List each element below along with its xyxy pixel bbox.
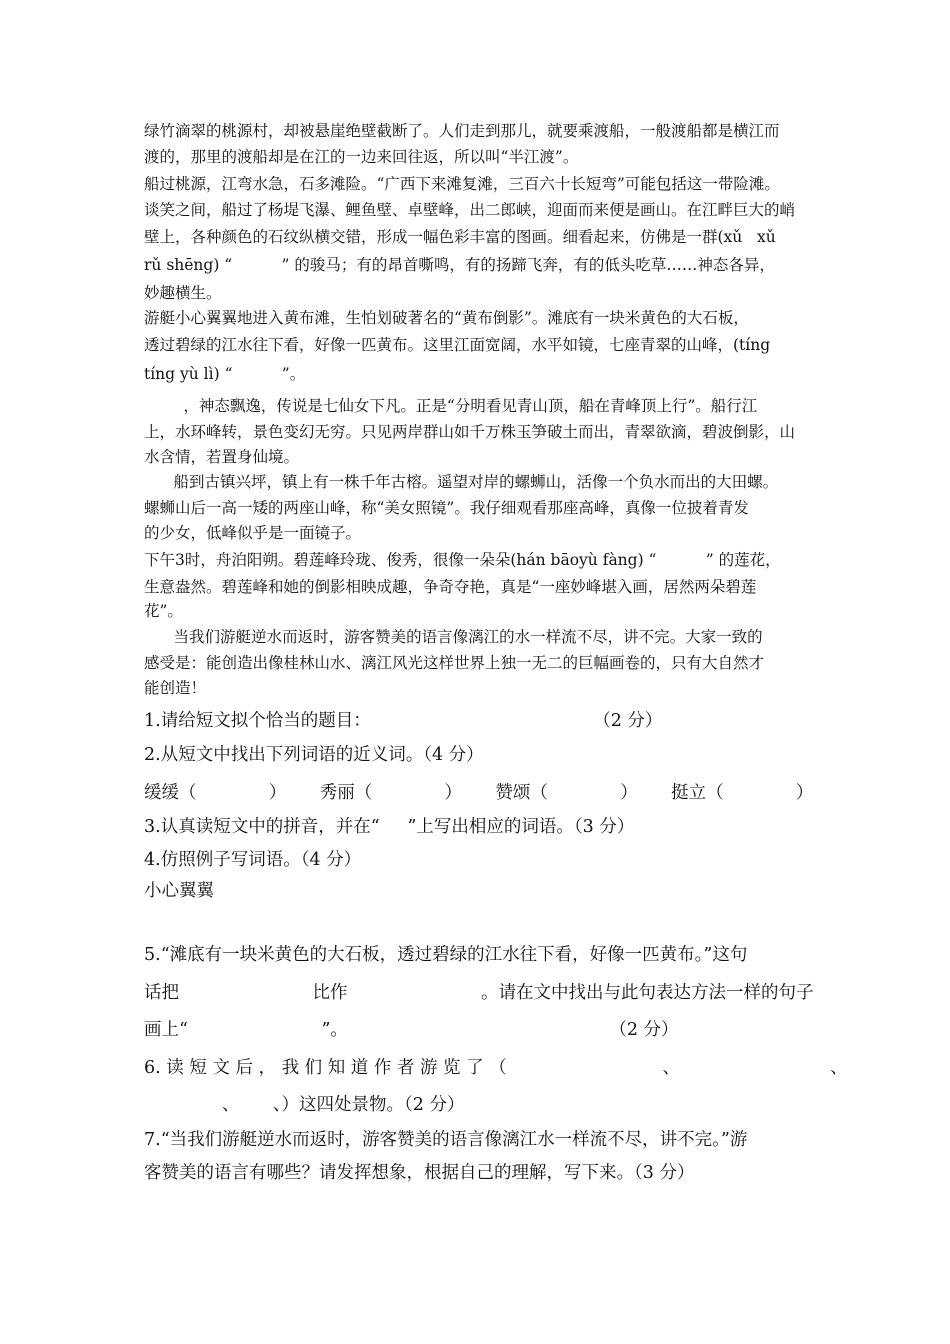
- question-5: 5.“滩底有一块米黄色的大石板，透过碧绿的江水往下看，好像一匹黄布。”这句: [144, 945, 748, 965]
- question-4-example: 小心翼翼: [144, 881, 214, 901]
- question-2-words: 缓缓（ ） 秀丽（ ） 赞颂（ ） 挺立（ ）: [144, 783, 814, 803]
- passage-line: 生意盎然。碧莲峰和她的倒影相映成趣，争奇夺艳，真是“一座妙峰堪入画，居然两朵碧莲: [144, 578, 757, 596]
- passage-line: 上，水环峰转，景色变幻无穷。只见两岸群山如千万株玉笋破土而出，青翠欲滴，碧波倒影，山: [144, 423, 796, 441]
- passage-line: 船过桃源，江弯水急，石多滩险。“广西下来滩复滩，三百六十长短弯”可能包括这一带险滩。: [144, 175, 780, 193]
- question-4: 4.仿照例子写词语。（4 分）: [144, 850, 362, 870]
- passage-line: 船到古镇兴坪，镇上有一株千年古榕。遥望对岸的螺蛳山，活像一个负水而出的大田螺。: [144, 473, 779, 491]
- passage-line: 能创造！: [144, 679, 207, 697]
- question-1: 1.请给短文拟个恰当的题目： （2 分）: [144, 711, 663, 731]
- passage-line: ，神态飘逸，传说是七仙女下凡。正是“分明看见青山顶，船在青峰顶上行”。船行江: [144, 397, 758, 415]
- passage-line: 透过碧绿的江水往下看，好像一匹黄布。这里江面宽阔，水平如镜，七座青翠的山峰，(tíng: [144, 336, 771, 354]
- passage-line: 当我们游艇逆水而返时，游客赞美的语言像漓江的水一样流不尽，讲不完。大家一致的: [144, 628, 763, 646]
- passage-line: 绿竹滴翠的桃源村，却被悬崖绝壁截断了。人们走到那儿，就要乘渡船，一般渡船都是横江而: [144, 122, 780, 140]
- passage-line: 壁上，各种颜色的石纹纵横交错，形成一幅色彩丰富的图画。细看起来，仿佛是一群(xǔ xǔ: [144, 228, 776, 246]
- question-5-line3: 画上“ ”。 （2 分）: [144, 1020, 679, 1040]
- passage-line: 的少女，低峰似乎是一面镜子。: [144, 524, 362, 542]
- question-6: 6. 读 短 文 后 ， 我 们 知 道 作 者 游 览 了 （ 、 、: [144, 1058, 848, 1078]
- passage-line: 下午3时，舟泊阳朔。碧莲峰玲珑、俊秀，很像一朵朵(hán bāoyù fàng) “ ” 的莲花，: [144, 551, 781, 569]
- passage-line: tíng yù lì) “ ”。: [144, 365, 306, 383]
- passage-line: 游艇小心翼翼地进入黄布滩，生怕划破著名的“黄布倒影”。滩底有一块米黄色的大石板，: [144, 309, 749, 327]
- passage-line: rǔ shēng) “ ” 的骏马；有的昂首嘶鸣，有的扬蹄飞奔，有的低头吃草……神态各异，: [144, 256, 775, 274]
- question-2: 2.从短文中找出下列词语的近义词。（4 分）: [144, 745, 484, 765]
- passage-line: 渡的，那里的渡船却是在江的一边来回往返，所以叫“半江渡”。: [144, 148, 579, 166]
- passage-line: 感受是：能创造出像桂林山水、漓江风光这样世界上独一无二的巨幅画卷的，只有大自然才: [144, 654, 765, 672]
- question-5-line2: 话把 比作 。请在文中找出与此句表达方法一样的句子: [144, 983, 814, 1003]
- question-6-line2: 、 、）这四处景物。（2 分）: [144, 1095, 465, 1115]
- question-7: 7.“当我们游艇逆水而返时，游客赞美的语言像漓江水一样流不尽，讲不完。”游: [144, 1130, 748, 1150]
- passage-line: 螺蛳山后一高一矮的两座山峰，称“美女照镜”。我仔细观看那座高峰，真像一位披着青发: [144, 499, 749, 517]
- passage-line: 妙趣横生。: [144, 284, 222, 302]
- question-7-line2: 客赞美的语言有哪些？请发挥想象，根据自己的理解，写下来。（3 分）: [144, 1163, 695, 1183]
- passage-line: 谈笑之间，船过了杨堤飞瀑、鲤鱼壁、卓壁峰，出二郎峡，迎面而来便是画山。在江畔巨大的峭: [144, 201, 796, 219]
- question-3: 3.认真读短文中的拼音，并在“ ”上写出相应的词语。（3 分）: [144, 817, 635, 837]
- passage-line: 花”。: [144, 602, 183, 620]
- passage-line: 水含情，若置身仙境。: [144, 448, 300, 466]
